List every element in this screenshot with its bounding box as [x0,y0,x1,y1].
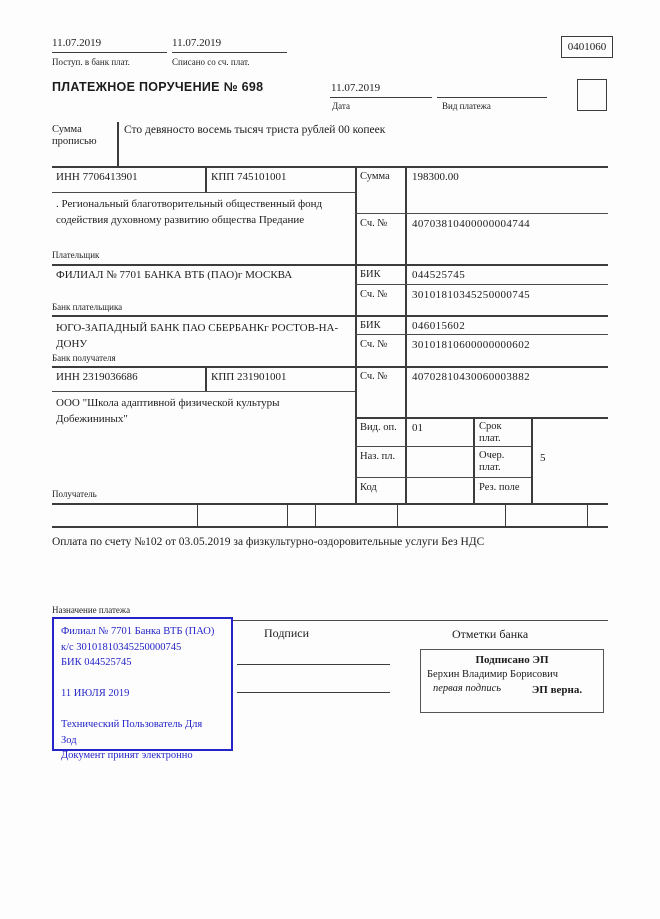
bank-acceptance-stamp [52,617,233,761]
payer-name: . Региональный благотворительный общественный фонд содействия духовному развитию общества Предание [56,198,323,226]
kod-label: Код [360,482,377,493]
inn-kpp-divider [205,166,207,192]
payer-bank-bik: 044525745 [412,269,466,281]
naz-pl-label: Наз. пл. [360,451,396,462]
esig-signature-type: первая подпись [433,683,502,694]
payment-purpose-text: Оплата по счету №102 от 03.05.2019 за физкультурно-оздоровительные услуги Без НДС [52,536,485,548]
debited-from-account-date: 11.07.2019 [172,37,222,49]
signature-line-2 [237,678,390,693]
ocher-plat-label: Очер. плат. [479,450,505,473]
date-label: Дата [332,101,350,111]
payment-type-label: Вид платежа [442,101,491,111]
payee-bank-account-label: Сч. № [360,339,388,350]
payer-bank-label: Банк плательщика [52,302,123,312]
tax-field-cell [506,505,588,526]
payer-bank-account: 30101810345250000745 [412,289,530,301]
signatures-top-line [233,620,608,621]
payer-kpp: КПП 745101001 [211,171,287,183]
tax-field-cell [398,505,506,526]
payer-bank-bik-label: БИК [360,269,381,280]
amount-words-value: Сто девяносто восемь тысяч триста рублей 00 копеек [124,124,386,136]
vid-op-label: Вид. оп. [360,422,397,433]
payment-type-underline [437,97,547,98]
signatures-label: Подписи [264,626,310,640]
ocher-plat-value: 5 [540,452,546,464]
payee-bank-account: 30101810600000000602 [412,339,530,351]
payee-inn: ИНН 2319036686 [56,371,138,383]
payer-inn: ИНН 7706413901 [56,171,138,183]
payer-account: 40703810400000004744 [412,218,530,230]
payee-bank-name: ЮГО-ЗАПАДНЫЙ БАНК ПАО СБЕРБАНКг РОСТОВ-НА-ДОНУ [56,322,339,350]
tax-field-cell [52,505,198,526]
signature-line-1 [237,650,390,665]
esig-title: Подписано ЭП [475,654,549,666]
stamp-line [61,702,224,718]
form-code-box: 0401060 [561,36,613,58]
payee-label: Получатель [52,489,97,499]
table-line [355,284,608,285]
table-line [355,446,531,447]
payment-purpose-label: Назначение платежа [52,605,131,615]
op-table-vline [473,417,475,504]
stamp-line: БИК 044525745 [61,657,132,668]
payee-name: ООО "Школа адаптивной физической культуры Добежининых" [56,397,280,425]
inn-kpp-divider [205,366,207,391]
stamp-line: Филиал № 7701 Банка ВТБ (ПАО) [61,626,215,637]
stamp-line: Зод [61,734,77,746]
debited-date-underline [172,52,287,53]
op-table-vline [531,417,533,504]
table-line [52,166,608,168]
tax-field-cell [288,505,316,526]
bank-marks-label: Отметки банка [452,627,529,641]
document-date-value: 11.07.2019 [331,82,381,94]
payee-bank-bik: 046015602 [412,320,466,332]
table-line [52,192,355,193]
date-underline [330,97,432,98]
tax-field-cell [588,505,608,526]
tax-fields-strip [52,503,608,528]
payer-bank-account-label: Сч. № [360,289,388,300]
electronic-signature-stamp [420,649,604,713]
payee-kpp: КПП 231901001 [211,371,287,383]
table-line [52,264,608,266]
payer-bank-name: ФИЛИАЛ № 7701 БАНКА ВТБ (ПАО)г МОСКВА [56,269,293,281]
payee-account: 40702810430060003882 [412,371,530,383]
table-line [52,315,608,317]
table-vline-labels [355,166,357,504]
debited-from-account-label: Списано со сч. плат. [172,57,250,67]
table-line [355,417,608,419]
payee-account-label: Сч. № [360,371,388,382]
received-in-bank-label: Поступ. в банк плат. [52,57,130,67]
stamp-line [61,671,224,687]
rez-pole-label: Рез. поле [479,482,520,493]
payer-label: Плательщик [52,250,100,260]
received-in-bank-date: 11.07.2019 [52,37,102,49]
stamp-line: к/с 30101810345250000745 [61,641,182,653]
table-line [52,366,608,368]
amount-words-divider [117,122,119,168]
vid-op-value: 01 [412,422,423,434]
table-line [52,391,355,392]
amount-words-label: Сумма прописью [52,124,97,147]
sum-label: Сумма [360,171,390,182]
stamp-line: Документ принят электронно [61,750,193,761]
table-line [355,213,608,214]
table-vline-values [405,166,407,504]
srok-plat-label: Срок плат. [479,421,502,444]
esig-verified: ЭП верна. [531,683,583,696]
tax-field-cell [198,505,288,526]
payer-account-label: Сч. № [360,218,388,229]
stamp-line: Технический Пользователь Для [61,719,203,730]
payee-bank-label: Банк получателя [52,353,116,363]
tax-field-cell [316,505,398,526]
table-line [355,334,608,335]
stamp-line: 11 ИЮЛЯ 2019 [61,688,130,699]
table-line [355,477,531,478]
payee-bank-bik-label: БИК [360,320,381,331]
esig-signer-name: Берхин Владимир Борисович [427,668,558,680]
sum-value: 198300.00 [412,171,459,183]
document-title: ПЛАТЕЖНОЕ ПОРУЧЕНИЕ № 698 [52,80,264,94]
payment-type-checkbox [577,79,607,111]
received-date-underline [52,52,167,53]
